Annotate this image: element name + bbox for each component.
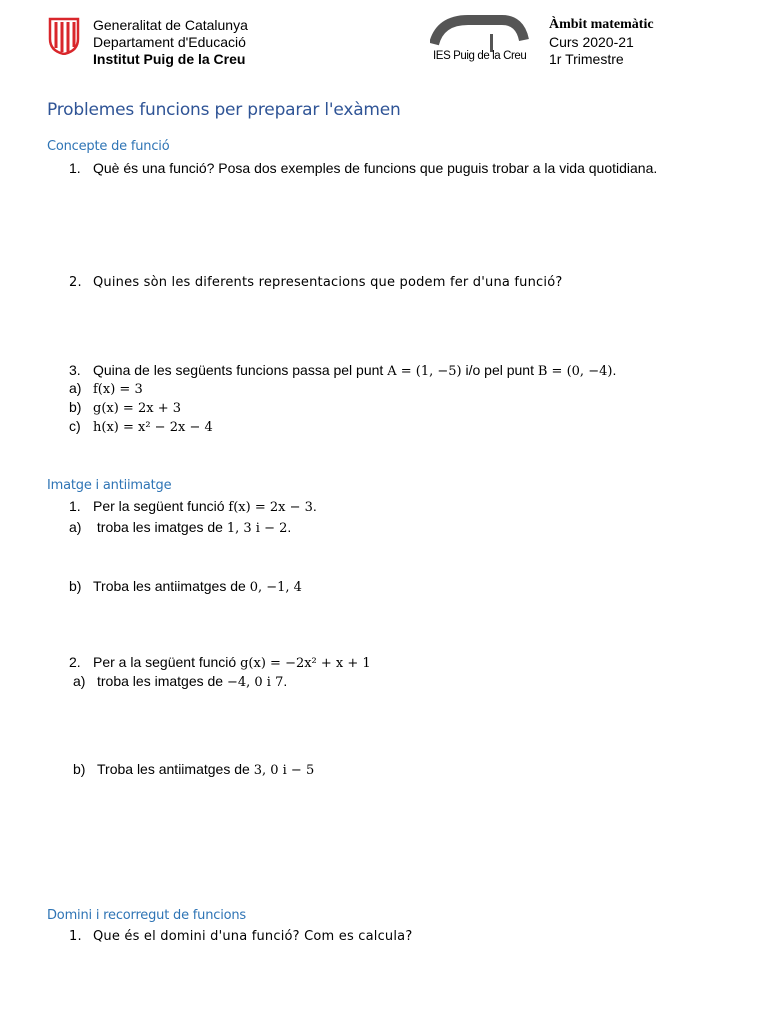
header-curs: Curs 2020-21 [549, 34, 634, 50]
header-institut: Institut Puig de la Creu [93, 51, 246, 67]
s2-question-1 [69, 498, 317, 515]
option-label: b) [69, 399, 82, 415]
ies-logo-text: IES Puig de la Creu [433, 50, 527, 62]
option-expression: g(x) = 2x + 3 [93, 401, 181, 416]
header-ambit: Àmbit matemàtic [549, 17, 654, 32]
part-label: a) [73, 673, 86, 689]
s2-q1-part-a [69, 519, 291, 536]
question-text: Quina de les següents funcions passa pel punt [93, 362, 384, 378]
part-label: a) [69, 519, 82, 535]
part-values: 3, 0 i − 5 [253, 763, 315, 778]
question-text: Quines sòn les diferents representacions que podem fer d'una funció? [93, 275, 563, 290]
part-text: Troba les antiimatges de [93, 578, 246, 594]
s3-question-1 [69, 929, 412, 944]
part-values: −4, 0 i 7 [226, 675, 284, 690]
header-department: Departament d'Educació [93, 34, 246, 50]
part-label: b) [73, 761, 86, 777]
header-generalitat: Generalitat de Catalunya [93, 17, 248, 33]
s1-question-2 [69, 275, 562, 290]
question-number: 1. [69, 498, 81, 514]
question-number: 2. [69, 654, 81, 670]
option-label: c) [69, 418, 81, 434]
part-text: troba les imatges de [96, 519, 223, 535]
question-end: . [612, 362, 617, 378]
part-label: b) [69, 578, 82, 594]
s2-q2-part-b [73, 761, 314, 778]
point-a: A = (1, −5) [387, 364, 462, 379]
page-title: Problemes funcions per preparar l'exàmen [47, 100, 401, 120]
question-text-mid: i/o pel punt [465, 362, 534, 378]
s1-q3-option-a [69, 380, 143, 397]
ies-logo [430, 14, 530, 68]
option-expression: f(x) = 3 [93, 382, 143, 397]
s2-question-2 [69, 654, 371, 671]
question-number: 3. [69, 362, 81, 378]
section-heading-concepte: Concepte de funció [47, 139, 170, 154]
s1-q3-option-c [69, 418, 213, 435]
part-text: Troba les antiimatges de [97, 761, 250, 777]
part-end: . [287, 519, 292, 535]
section-heading-domini: Domini i recorregut de funcions [47, 908, 246, 923]
point-b: B = (0, −4) [537, 364, 613, 379]
function-expression: f(x) = 2x − 3 [228, 500, 313, 515]
part-values: 1, 3 i − 2 [226, 521, 288, 536]
s1-question-1 [69, 160, 657, 176]
question-text: Què és una funció? Posa dos exemples de funcions que puguis trobar a la vida quotidiana. [93, 160, 658, 176]
option-expression: h(x) = x² − 2x − 4 [93, 420, 213, 435]
question-number: 2. [69, 275, 82, 290]
s2-q2-part-a [73, 673, 287, 690]
part-end: . [283, 673, 288, 689]
s2-q1-part-b [69, 578, 302, 595]
ies-arch-icon [430, 14, 530, 54]
s1-question-3 [69, 362, 616, 379]
function-expression: g(x) = −2x² + x + 1 [240, 656, 371, 671]
coat-of-arms-icon [48, 17, 80, 55]
s1-q3-option-b [69, 399, 181, 416]
question-text: Que és el domini d'una funció? Com es calcula? [93, 929, 413, 944]
question-number: 1. [69, 929, 82, 944]
section-heading-imatge: Imatge i antiimatge [47, 478, 172, 493]
question-end: . [312, 498, 317, 514]
question-number: 1. [69, 160, 81, 176]
question-text: Per a la següent funció [93, 654, 237, 670]
question-text: Per la següent funció [93, 498, 225, 514]
header-trimestre: 1r Trimestre [549, 51, 624, 67]
part-text: troba les imatges de [97, 673, 224, 689]
option-label: a) [69, 380, 82, 396]
part-values: 0, −1, 4 [249, 580, 302, 595]
generalitat-logo [48, 17, 80, 55]
